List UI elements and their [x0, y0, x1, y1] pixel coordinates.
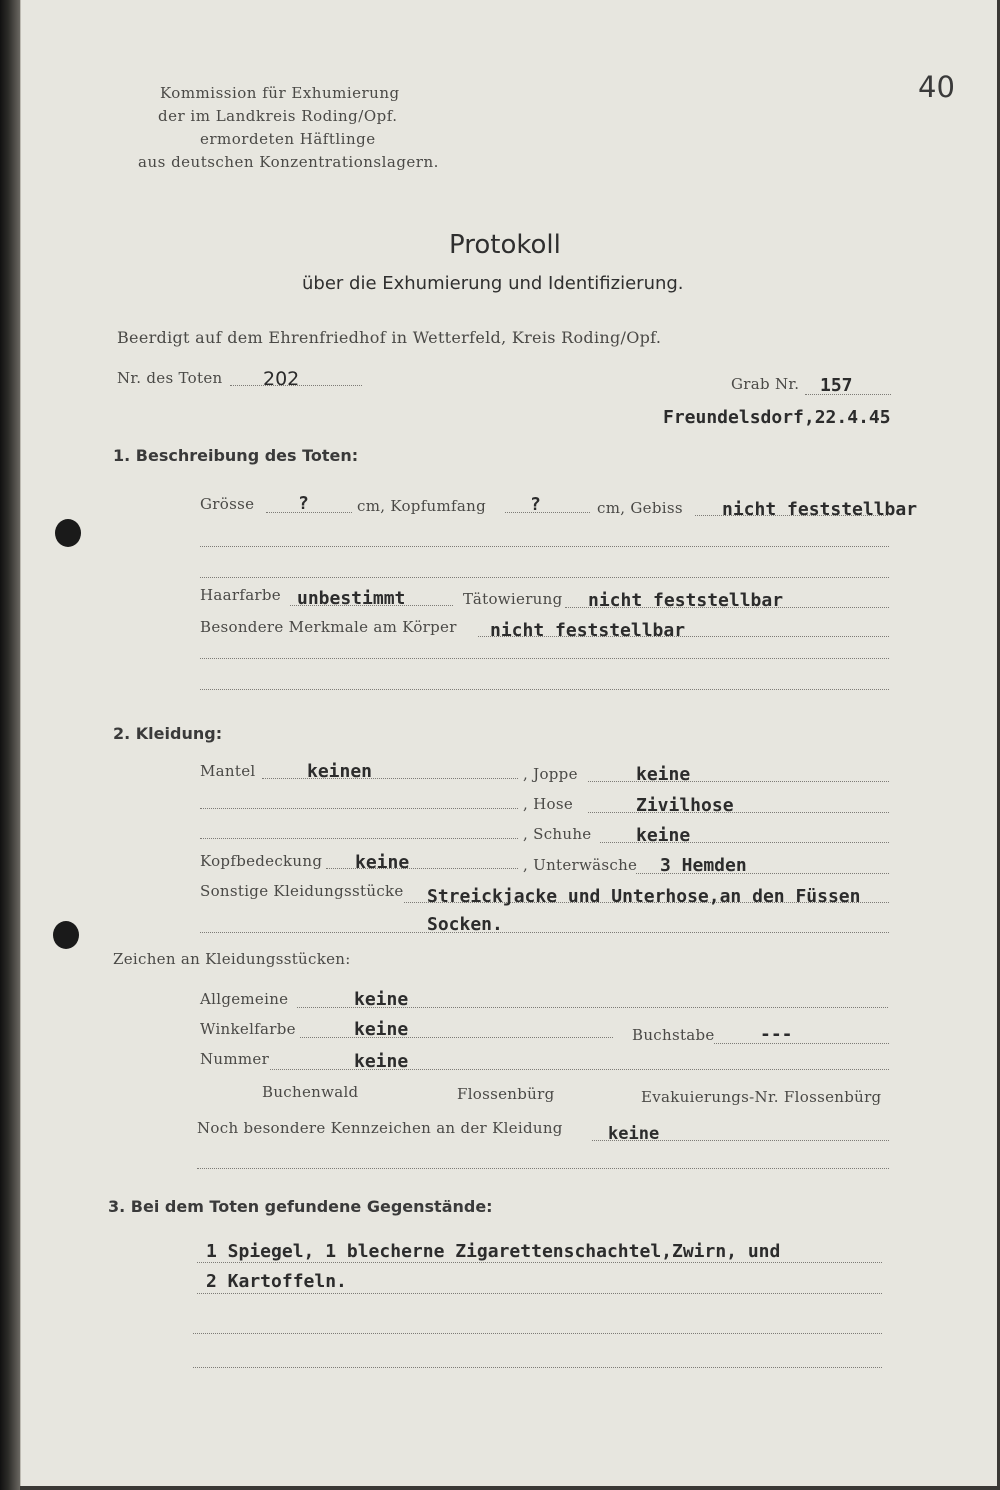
joppe-dotted-line [588, 781, 889, 782]
nr-value: 202 [263, 368, 300, 390]
blank-dotted-line [200, 808, 518, 809]
hose-value: Zivilhose [636, 795, 734, 816]
sonstige-label: Sonstige Kleidungsstücke [200, 882, 404, 900]
blank-dotted-line [200, 546, 889, 547]
document-page [20, 0, 997, 1486]
blank-dotted-line [200, 689, 889, 690]
commission-line-3: ermordeten Häftlinge [200, 130, 376, 148]
items-line-1: 1 Spiegel, 1 blecherne Zigarettenschachtel,Zwirn, und [206, 1241, 781, 1262]
gebiss-value: nicht feststellbar [722, 499, 918, 520]
mantel-label: Mantel [200, 762, 256, 780]
noch-value: keine [608, 1124, 660, 1144]
kopf-dotted-line [505, 512, 590, 513]
unterwaesche-label: , Unterwäsche [523, 856, 638, 874]
blank-dotted-line [197, 1168, 889, 1169]
page-title: Protokoll [449, 230, 561, 260]
zeichen-heading: Zeichen an Kleidungsstücken: [113, 950, 351, 968]
buchstabe-value: --- [760, 1024, 793, 1045]
joppe-value: keine [636, 764, 691, 785]
cm-gebiss-label: cm, Gebiss [597, 499, 683, 517]
merkmale-value: nicht feststellbar [490, 620, 686, 641]
blank-dotted-line [200, 658, 889, 659]
book-spine [0, 0, 20, 1490]
page-number: 40 [918, 70, 955, 104]
nummer-label: Nummer [200, 1050, 270, 1068]
items-line-2: 2 Kartoffeln. [206, 1271, 347, 1292]
blank-dotted-line [193, 1333, 882, 1334]
winkelfarbe-value: keine [354, 1019, 409, 1040]
camp-flossenbuerg: Flossenbürg [457, 1085, 555, 1103]
sonstige-value-line-2: Socken. [427, 914, 503, 935]
schuhe-value: keine [636, 825, 691, 846]
kopfumfang-value: ? [530, 494, 541, 515]
punch-hole [53, 921, 79, 949]
haarfarbe-value: unbestimmt [297, 588, 406, 609]
grab-value: 157 [820, 375, 853, 396]
cm-kopfumfang-label: cm, Kopfumfang [357, 497, 486, 515]
blank-dotted-line [193, 1367, 882, 1368]
mantel-value: keinen [307, 761, 373, 782]
blank-dotted-line [200, 577, 889, 578]
taetowierung-label: Tätowierung [463, 590, 563, 608]
nr-label: Nr. des Toten [117, 369, 223, 387]
section3-heading: 3. Bei dem Toten gefundene Gegenstände: [108, 1197, 493, 1216]
noch-label: Noch besondere Kennzeichen an der Kleidung [197, 1119, 563, 1137]
camp-buchenwald: Buchenwald [262, 1083, 359, 1101]
items-dotted-line [197, 1293, 882, 1294]
allgemeine-value: keine [354, 989, 409, 1010]
punch-hole [55, 519, 81, 547]
taetowierung-value: nicht feststellbar [588, 590, 784, 611]
unterwaesche-value: 3 Hemden [660, 855, 747, 876]
blank-dotted-line [200, 838, 518, 839]
section2-heading: 2. Kleidung: [113, 724, 223, 743]
hose-label: , Hose [523, 795, 574, 813]
buchstabe-label: Buchstabe [632, 1026, 715, 1044]
groesse-value: ? [298, 493, 309, 514]
commission-line-1: Kommission für Exhumierung [160, 84, 400, 102]
commission-line-2: der im Landkreis Roding/Opf. [158, 107, 398, 125]
section1-heading: 1. Beschreibung des Toten: [113, 446, 359, 465]
grab-label: Grab Nr. [731, 375, 800, 393]
mantel-dotted-line [262, 778, 518, 779]
winkelfarbe-label: Winkelfarbe [200, 1020, 296, 1038]
place-date: Freundelsdorf,22.4.45 [663, 407, 891, 428]
buchstabe-dotted-line [714, 1043, 889, 1044]
haarfarbe-label: Haarfarbe [200, 586, 281, 604]
groesse-dotted-line [266, 512, 352, 513]
joppe-label: , Joppe [523, 765, 578, 783]
winkelfarbe-dotted-line [300, 1037, 613, 1038]
burial-line: Beerdigt auf dem Ehrenfriedhof in Wetterfeld, Kreis Roding/Opf. [117, 328, 662, 347]
sonstige-dotted-line-2 [200, 932, 889, 933]
nummer-value: keine [354, 1051, 409, 1072]
hose-dotted-line [588, 812, 889, 813]
evakuierungs-nr-label: Evakuierungs-Nr. Flossenbürg [641, 1088, 882, 1106]
kopfbedeckung-value: keine [355, 852, 410, 873]
kopfbedeckung-label: Kopfbedeckung [200, 852, 323, 870]
groesse-label: Grösse [200, 495, 255, 513]
page-subtitle: über die Exhumierung und Identifizierung. [302, 273, 684, 294]
commission-line-4: aus deutschen Konzentrationslagern. [138, 153, 439, 171]
merkmale-label: Besondere Merkmale am Körper [200, 618, 457, 636]
schuhe-label: , Schuhe [523, 825, 592, 843]
sonstige-value-line-1: Streickjacke und Unterhose,an den Füssen [427, 886, 861, 907]
allgemeine-label: Allgemeine [200, 990, 289, 1008]
items-dotted-line [197, 1262, 882, 1263]
